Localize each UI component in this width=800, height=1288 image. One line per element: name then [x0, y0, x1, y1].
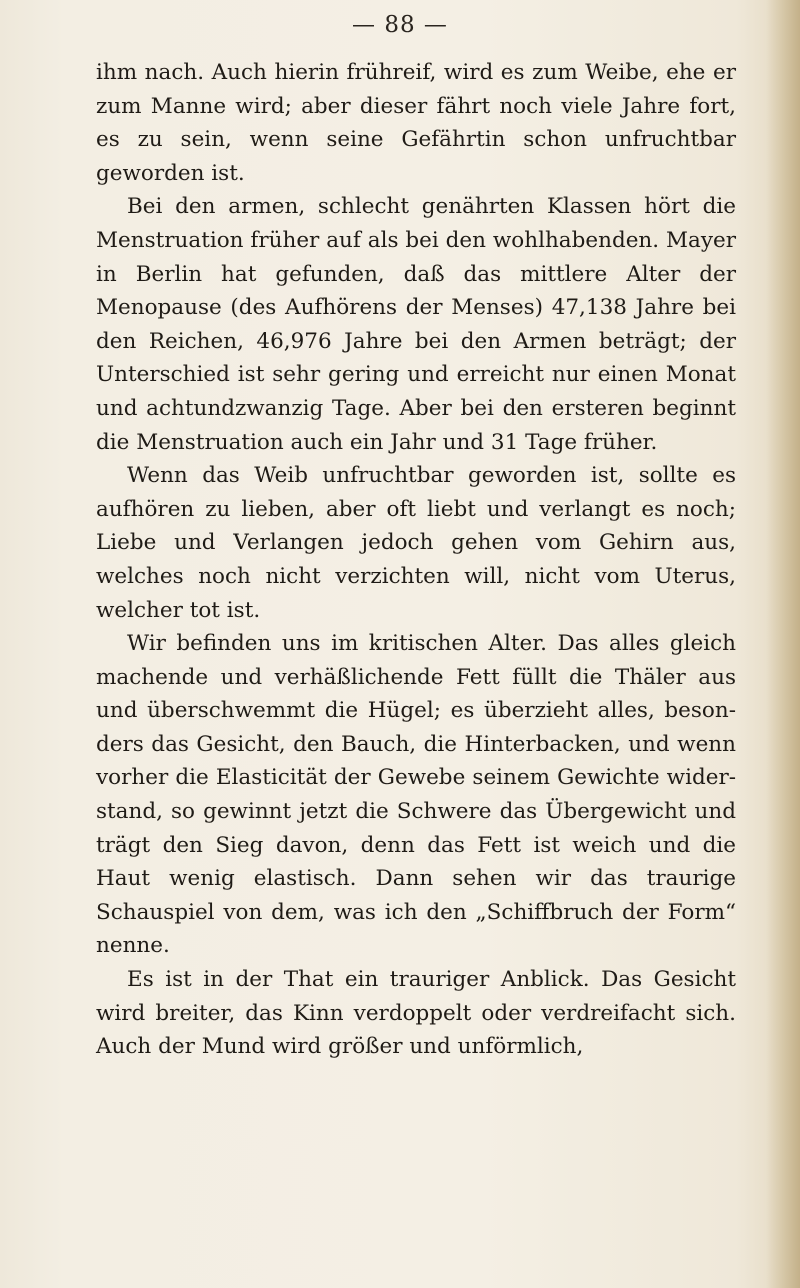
page-number: — 88 — [352, 12, 448, 38]
paragraph: Bei den armen, schlecht genährten Klassen hört die Menstruation früher auf als bei den wohlhabenden. Mayer in Berlin hat gefunden, daß das mittlere Alter der Menopause (des Aufhörens der Menses) 47,138 Jahre bei den Reichen, 46,976 Jahre bei den Armen beträgt; der Unterschied ist sehr gering und erreicht nur einen Monat und achtundzwanzig Tage. Aber bei den ersteren beginnt die Menstruation auch ein Jahr und 31 Tage früher. [96, 194, 736, 455]
body-text [96, 56, 736, 1064]
paragraph: Es ist in der That ein trauriger Anblick. Das Gesicht wird breiter, das Kinn verdoppelt oder verdreifacht sich. Auch der Mund wird größer und unförmlich, [96, 967, 736, 1060]
paragraph: ihm nach. Auch hierin frühreif, wird es zum Weibe, ehe er zum Manne wird; aber dieser fährt noch viele Jahre fort, es zu sein, wenn seine Gefährtin schon unfruchtbar geworden ist. [96, 60, 736, 186]
paragraph: Wenn das Weib unfruchtbar geworden ist, sollte es aufhören zu lieben, aber oft liebt und verlangt es noch; Liebe und Verlangen jedoch gehen vom Gehirn aus, welches noch nicht verzichten will, nicht vom Uterus, welcher tot ist. [96, 463, 736, 623]
page-edge-shadow [766, 0, 800, 1288]
paragraph: Wir befinden uns im kritischen Alter. Das alles gleich machende und verhäßlichende Fett füllt die Thäler aus und überschwemmt die Hügel; es überzieht alles, besonders das Gesicht, den Bauch, die Hinterbacken, und wenn vorher die Elasticität der Gewebe seinem Gewichte widerstand, so gewinnt jetzt die Schwere das Übergewicht und trägt den Sieg davon, denn das Fett ist weich und die Haut wenig elastisch. Dann sehen wir das traurige Schauspiel von dem, was ich den „Schiffbruch der Form“ nenne. [96, 631, 736, 959]
